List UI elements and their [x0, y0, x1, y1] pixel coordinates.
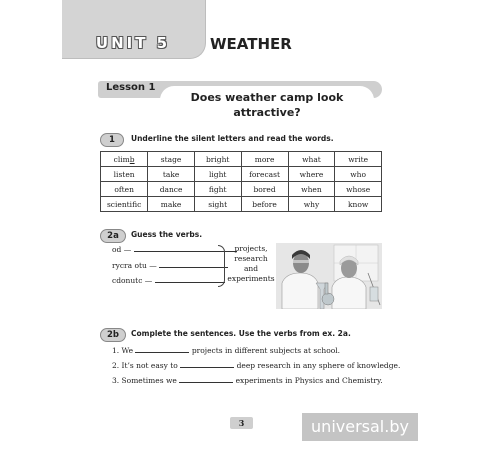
exercise-2b-instruction: Complete the sentences. Use the verbs from ex. 2a. — [131, 329, 351, 338]
unit-title: WEATHER — [210, 35, 292, 53]
lesson-title-line1: Does weather camp look — [190, 91, 344, 104]
table-cell: what — [288, 152, 335, 167]
lesson-title-line2: attractive? — [233, 106, 301, 119]
table-cell: when — [288, 182, 335, 197]
exercise-2a-badge: 2a — [100, 229, 126, 243]
table-cell: scientific — [101, 197, 148, 212]
silent-letter: b — [129, 154, 135, 164]
table-cell: often — [101, 182, 148, 197]
table-cell: why — [288, 197, 335, 212]
table-cell: forecast — [241, 167, 288, 182]
table-cell: know — [335, 197, 382, 212]
table-cell: more — [241, 152, 288, 167]
sentence-3: 3. Sometimes we experiments in Physics and Chemistry. — [112, 376, 383, 385]
watermark: universal.by — [302, 413, 418, 441]
table-row — [101, 182, 382, 197]
table-cell: bored — [241, 182, 288, 197]
table-cell: before — [241, 197, 288, 212]
table-cell — [101, 152, 148, 167]
table-cell: bright — [194, 152, 241, 167]
unit-label: UNIT 5 — [95, 34, 171, 52]
scientists-photo — [276, 243, 382, 309]
table-cell: dance — [148, 182, 195, 197]
page-number: 3 — [230, 417, 253, 429]
silent-letters-table — [100, 151, 382, 212]
lesson-title-box — [160, 86, 374, 126]
table-cell: take — [148, 167, 195, 182]
scientists-illustration — [276, 243, 382, 309]
answer-blank[interactable] — [155, 275, 225, 283]
table-cell: whose — [335, 182, 382, 197]
answer-blank[interactable] — [179, 375, 233, 383]
table-cell: make — [148, 197, 195, 212]
exercise-2b-badge: 2b — [100, 328, 126, 342]
curly-brace — [218, 245, 225, 287]
table-cell: sight — [194, 197, 241, 212]
exercise-2a-instruction: Guess the verbs. — [131, 230, 203, 239]
table-row — [101, 167, 382, 182]
table-cell: fight — [194, 182, 241, 197]
table-row — [101, 197, 382, 212]
exercise-1-instruction: Underline the silent letters and read the words. — [131, 134, 334, 143]
table-cell: listen — [101, 167, 148, 182]
scrambled-verb-3: cdonutc — — [112, 275, 225, 285]
table-cell: light — [194, 167, 241, 182]
table-cell: who — [335, 167, 382, 182]
answer-blank[interactable] — [135, 345, 189, 353]
answer-blank[interactable] — [180, 360, 234, 368]
word-climb: climb — [113, 154, 135, 164]
lesson-label: Lesson 1 — [106, 82, 156, 93]
table-row — [101, 152, 382, 167]
lesson-title — [160, 86, 374, 120]
brace-label: projects, research and experiments — [227, 244, 275, 283]
exercise-1-badge: 1 — [100, 133, 124, 147]
table-cell: where — [288, 167, 335, 182]
scrambled-verb-2: rycra otu — — [112, 260, 228, 270]
table-cell: stage — [148, 152, 195, 167]
sentence-1: 1. We projects in different subjects at school. — [112, 346, 341, 355]
scrambled-verb-1: od — — [112, 244, 237, 254]
table-cell: write — [335, 152, 382, 167]
sentence-2: 2. It’s not easy to deep research in any sphere of knowledge. — [112, 361, 401, 370]
